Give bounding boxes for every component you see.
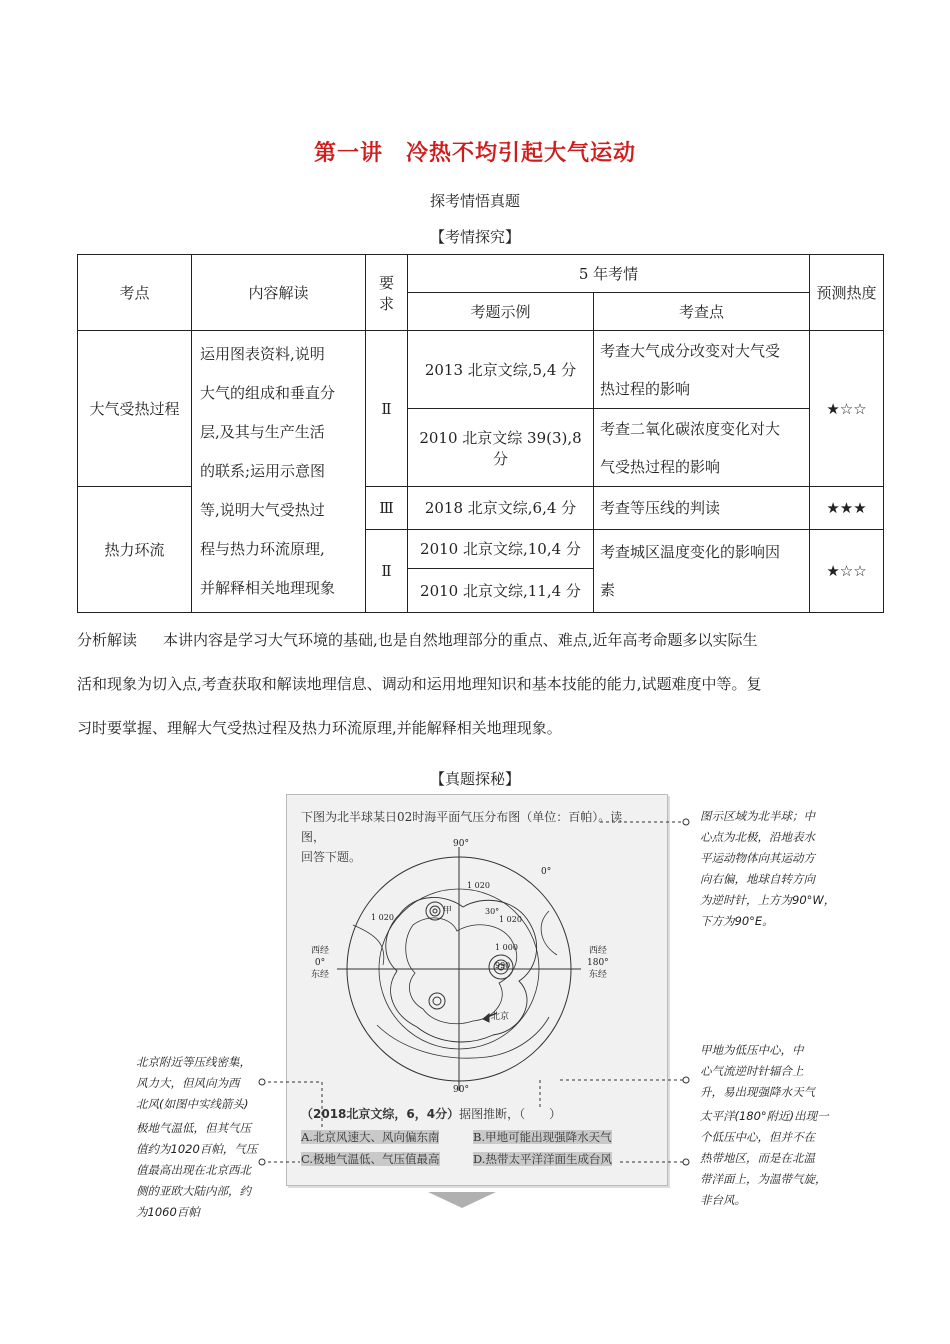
- pressure-map: [287, 795, 667, 1185]
- note-beijing-wind: 北京附近等压线密集， 风力大，但风向为西 北风(如图中实线箭头): [136, 1055, 251, 1111]
- isobar: [406, 918, 517, 1024]
- content-line: 等,说明大气受热过: [200, 501, 325, 519]
- section-subtitle: 探考情悟真题: [429, 192, 520, 210]
- question-line: 回答下题。: [301, 850, 362, 864]
- check-cell: [594, 529, 810, 613]
- content-line: 层,及其与生产生活: [200, 423, 325, 441]
- section-heading-exam-analysis: 【考情探究】: [429, 228, 520, 246]
- label-1020: 1 020: [371, 913, 394, 922]
- option-b[interactable]: B.甲地可能出现强降水天气: [473, 1130, 612, 1144]
- requirement-cell: Ⅲ: [366, 487, 408, 530]
- header-content: 内容解读: [192, 255, 366, 331]
- label-zero: 0°: [541, 867, 552, 877]
- question-source: [301, 1105, 561, 1122]
- section-heading-real-exam: 【真题探秘】: [429, 770, 520, 788]
- header-check: 考查点: [594, 293, 810, 331]
- check-cell: 考查等压线的判读: [594, 487, 810, 530]
- check-cell: [594, 331, 810, 409]
- analysis-label: 分析解读: [77, 631, 138, 649]
- content-line: 的联系;运用示意图: [200, 462, 326, 480]
- question-stem: 据图推断，（ ）: [459, 1107, 562, 1121]
- option-c[interactable]: C.极地气温低、气压值最高: [301, 1152, 440, 1166]
- label-beijing: 北京: [491, 1012, 510, 1022]
- content-line: 运用图表资料,说明: [200, 345, 325, 363]
- option-a[interactable]: A.北京风速大、风向偏东南: [301, 1130, 440, 1144]
- note-jia-low: 甲地为低压中心，中 心气流逆时针辐合上 升，易出现强降水天气: [700, 1043, 815, 1099]
- example-cell: 2018 北京文综,6,4 分: [408, 487, 594, 530]
- exam-figure-card: [286, 794, 668, 1186]
- note-pacific-low: 太平洋(180°附近)出现一 个低压中心，但并不在 热带地区，而是在北温 带洋面上，为温带气旋， 非台风。: [700, 1109, 829, 1207]
- note-hemisphere: 图示区域为北半球；中 心点为北极，沿地表水 平运动物体向其运动方 向右偏，地球自转方向 为逆时针，上方为90°W， 下方为90°E。: [700, 809, 836, 928]
- analysis-line: 习时要掌握、理解大气受热过程及热力环流原理,并能解释相关地理现象。: [77, 719, 562, 737]
- requirement-cell: Ⅱ: [366, 529, 408, 613]
- heat-rating: ★☆☆: [810, 331, 884, 487]
- label-90-top: 90°: [453, 839, 469, 849]
- label-990: 990: [495, 961, 511, 970]
- point-cell: 大气受热过程: [78, 331, 192, 487]
- check-cell: [594, 409, 810, 487]
- label-west-0: 西经 0° 东经: [311, 946, 330, 980]
- header-requirement: 要求: [366, 255, 408, 331]
- chevron-down-icon: [428, 1192, 496, 1208]
- exam-table: [77, 254, 884, 613]
- check-line: 素: [600, 580, 616, 599]
- analysis-paragraph: [77, 618, 883, 750]
- header-point: 考点: [78, 255, 192, 331]
- header-heat: 预测热度: [810, 255, 884, 331]
- low-pressure-jia: [426, 902, 444, 920]
- check-line: 考查二氧化碳浓度变化对大: [600, 419, 781, 438]
- source-text: （2018北京文综，6，4分）: [301, 1107, 460, 1121]
- label-30: 30°: [485, 907, 500, 916]
- page-title: 第一讲 冷热不均引起大气运动: [313, 141, 636, 166]
- header-five-years: 5 年考情: [408, 255, 810, 293]
- check-line: 热过程的影响: [600, 379, 691, 398]
- content-cell: [192, 331, 366, 613]
- content-line: 并解释相关地理现象: [200, 579, 336, 597]
- analysis-line: 本讲内容是学习大气环境的基础,也是自然地理部分的重点、难点,近年高考命题多以实际生: [163, 631, 758, 649]
- example-cell: 2010 北京文综,10,4 分: [408, 529, 594, 569]
- label-1000: 1 000: [495, 943, 518, 952]
- header-example: 考题示例: [408, 293, 594, 331]
- heat-rating: ★☆☆: [810, 529, 884, 613]
- option-d[interactable]: D.热带太平洋洋面生成台风: [473, 1152, 612, 1166]
- check-line: 气受热过程的影响: [600, 457, 721, 476]
- point-cell: 热力环流: [78, 487, 192, 613]
- example-cell: 2010 北京文综 39(3),8 分: [408, 409, 594, 487]
- example-cell: 2010 北京文综,11,4 分: [408, 569, 594, 613]
- label-90-bottom: 90°: [453, 1085, 469, 1095]
- check-line: 考查大气成分改变对大气受: [600, 341, 781, 360]
- check-line: 考查城区温度变化的影响因: [600, 542, 781, 561]
- content-line: 程与热力环流原理,: [200, 540, 325, 558]
- label-1020: 1 020: [499, 915, 522, 924]
- example-cell: 2013 北京文综,5,4 分: [408, 331, 594, 409]
- label-180: 西经 180° 东经: [587, 946, 609, 980]
- label-1020: 1 020: [467, 881, 490, 890]
- label-jia: 甲: [443, 906, 453, 916]
- question-line: 下图为北半球某日02时海平面气压分布图（单位：百帕）。读图，: [301, 810, 623, 844]
- heat-rating: ★★★: [810, 487, 884, 530]
- analysis-line: 活和现象为切入点,考查获取和解读地理信息、调动和运用地理知识和基本技能的能力,试题难度中等。复: [77, 675, 762, 693]
- requirement-cell: Ⅱ: [366, 331, 408, 487]
- note-polar-pressure: 极地气温低，但其气压 值约为1020百帕，气压 值最高出现在北京西北 侧的亚欧大陆内部，约 为1060百帕: [136, 1121, 258, 1219]
- content-line: 大气的组成和垂直分: [200, 384, 336, 402]
